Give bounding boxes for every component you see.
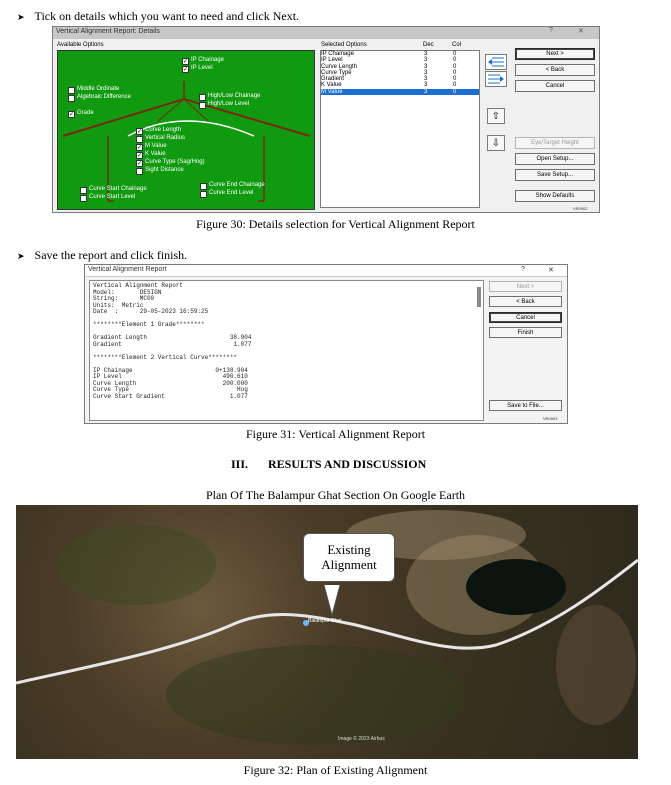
algebraic-difference-label: Algebraic Difference (77, 94, 131, 100)
eye-target-height-button[interactable]: Eye/Target Height (515, 137, 595, 149)
middle-ordinate-label: Middle Ordinate (77, 86, 120, 92)
selected-option-dec: 3 (424, 63, 428, 70)
ip-chainage-checkbox[interactable]: ✓ (183, 59, 189, 65)
selected-option-name: IP Chainage (321, 51, 354, 57)
ip-chainage-label: IP Chainage (191, 57, 224, 63)
sight-distance-checkbox[interactable] (136, 168, 143, 175)
k-value-label: K Value (145, 151, 166, 157)
options-diagram (57, 50, 315, 210)
next-button[interactable]: Next > (489, 281, 562, 292)
ip-level-checkbox[interactable]: ✓ (183, 67, 189, 73)
arrow-bullet-icon: ➤ (17, 252, 25, 262)
remove-arrow-icon (486, 72, 506, 86)
step-2-text: Save the report and click finish. (34, 248, 188, 262)
section-number: III. (231, 457, 249, 471)
existing-alignment-callout: Existing Alignment (303, 533, 395, 582)
curve-length-checkbox[interactable]: ✓ (137, 129, 143, 135)
selected-option-col: 0 (453, 76, 457, 83)
selected-option-col: 0 (453, 88, 457, 95)
selected-option-name: Curve Type (321, 69, 352, 76)
cancel-button[interactable]: Cancel (489, 312, 562, 323)
remove-option-button[interactable] (485, 71, 507, 87)
curve-end-level-checkbox[interactable] (200, 191, 207, 198)
step-2 (17, 248, 187, 263)
curve-end-chainage-checkbox[interactable] (200, 183, 207, 190)
close-button[interactable]: ✕ (578, 28, 584, 35)
curve-start-chainage-checkbox[interactable] (80, 187, 87, 194)
help-button[interactable]: ? (521, 266, 525, 273)
selected-option-col: 0 (453, 51, 457, 57)
place-label: Balampur Ghat (308, 618, 342, 624)
selected-option-dec: 3 (424, 51, 428, 57)
step-1-text: Tick on details which you want to need and click Next. (34, 9, 300, 23)
selected-options-list[interactable] (320, 50, 480, 208)
details-dialog (52, 26, 600, 213)
curve-type-label: Curve Type (Sag/Hog) (145, 159, 205, 165)
curve-start-chainage-label: Curve Start Chainage (89, 186, 147, 192)
high-low-chainage-label: High/Low Chainage (208, 93, 261, 99)
report-text-area[interactable]: Vertical Alignment Report Model: DESIGN String: MC00 Units: Metric Date : 29-05-2023 16:59:25 ********Element 1 Grade******** Gradient Length 38.904 Gradient 1.077 ********Element 2 Vertical Curve******** IP Chainage 0+138.904 IP Level 490.610 Curve Length 200.000 Curve Type Hog Curve Start Gradient 1.077 (89, 280, 484, 421)
map-title: Plan Of The Balampur Ghat Section On Google Earth (205, 488, 466, 502)
dialog2-code: VR0903 (543, 416, 558, 421)
show-defaults-button[interactable]: Show Defaults (515, 190, 595, 202)
report-dialog-title: Vertical Alignment Report (88, 266, 167, 273)
close-button[interactable]: ✕ (548, 267, 554, 274)
curve-start-level-label: Curve Start Level (89, 194, 136, 200)
grade-label: Grade (77, 110, 94, 116)
selected-option-name: Curve Length (321, 63, 358, 70)
curve-end-chainage-label: Curve End Chainage (209, 182, 265, 188)
k-value-checkbox[interactable]: ✓ (137, 153, 143, 159)
arrow-up-icon: ⇧ (491, 111, 501, 122)
finish-button[interactable]: Finish (489, 327, 562, 338)
selected-option-name: K Value (321, 82, 342, 89)
curve-start-level-checkbox[interactable] (80, 195, 87, 202)
selected-options-header: Selected Options (321, 42, 367, 48)
selected-option-col: 0 (453, 69, 457, 76)
move-up-button[interactable] (487, 108, 505, 124)
back-button[interactable]: < Back (489, 296, 562, 307)
vertical-radius-checkbox[interactable] (136, 136, 143, 143)
available-options-label: Available Options (57, 42, 104, 48)
curve-length-label: Curve Length (145, 127, 182, 133)
selected-option-name: Gradient (321, 76, 345, 83)
next-button[interactable]: Next > (515, 48, 595, 60)
high-low-level-label: High/Low Level (208, 101, 250, 107)
selected-option-col: 0 (453, 63, 457, 70)
selected-option-dec: 3 (424, 57, 428, 64)
details-dialog-titlebar (53, 27, 599, 39)
selected-option-dec: 3 (424, 82, 428, 89)
curve-type-checkbox[interactable]: ✓ (137, 161, 143, 167)
help-button[interactable]: ? (549, 27, 553, 34)
algebraic-difference-checkbox[interactable] (68, 95, 75, 102)
figure-30-caption: Figure 30: Details selection for Vertical Alignment Report (196, 217, 475, 231)
move-down-button[interactable] (487, 135, 505, 151)
middle-ordinate-checkbox[interactable] (68, 87, 75, 94)
report-scrollbar[interactable] (477, 287, 481, 307)
grade-checkbox[interactable]: ✓ (69, 112, 75, 118)
selected-option-name: IP Level (321, 57, 343, 64)
high-low-level-checkbox[interactable] (199, 102, 206, 109)
selected-option-dec: 3 (424, 69, 428, 76)
section-title: RESULTS AND DISCUSSION (268, 457, 427, 471)
m-value-checkbox[interactable]: ✓ (137, 145, 143, 151)
back-button[interactable]: < Back (515, 64, 595, 76)
report-dialog-titlebar (85, 265, 567, 277)
details-dialog-title: Vertical Alignment Report: Details (56, 28, 160, 35)
selected-option-name: M Value (321, 88, 343, 95)
curve-end-level-label: Curve End Level (209, 190, 254, 196)
ip-level-label: IP Level (191, 65, 213, 71)
report-dialog (84, 264, 568, 424)
dialog1-code: VR0902 (573, 206, 588, 211)
arrow-bullet-icon: ➤ (17, 13, 25, 23)
selected-option-dec: 3 (424, 88, 428, 95)
add-arrow-icon (486, 55, 506, 69)
m-value-label: M Value (145, 143, 167, 149)
satellite-image (16, 505, 638, 759)
arrow-down-icon: ⇩ (491, 138, 501, 149)
save-to-file-button[interactable]: Save to File... (489, 400, 562, 411)
selected-option-row[interactable] (321, 89, 479, 95)
selected-option-col: 0 (453, 57, 457, 64)
open-setup-button[interactable]: Open Setup... (515, 153, 595, 165)
vertical-radius-label: Vertical Radius (145, 135, 186, 141)
selected-option-col: 0 (453, 82, 457, 89)
step-1 (17, 9, 299, 24)
save-setup-button[interactable]: Save Setup... (515, 169, 595, 181)
col-header: Col (452, 42, 462, 48)
imagery-credit: Image © 2023 Airbus (338, 736, 385, 742)
add-option-button[interactable] (485, 54, 507, 70)
figure-31-caption: Figure 31: Vertical Alignment Report (245, 427, 426, 441)
cancel-button[interactable]: Cancel (515, 80, 595, 92)
dec-header: Dec (423, 42, 434, 48)
selected-option-dec: 3 (424, 76, 428, 83)
figure-32-caption: Figure 32: Plan of Existing Alignment (243, 763, 428, 777)
high-low-chainage-checkbox[interactable] (199, 94, 206, 101)
sight-distance-label: Sight Distance (145, 167, 184, 173)
